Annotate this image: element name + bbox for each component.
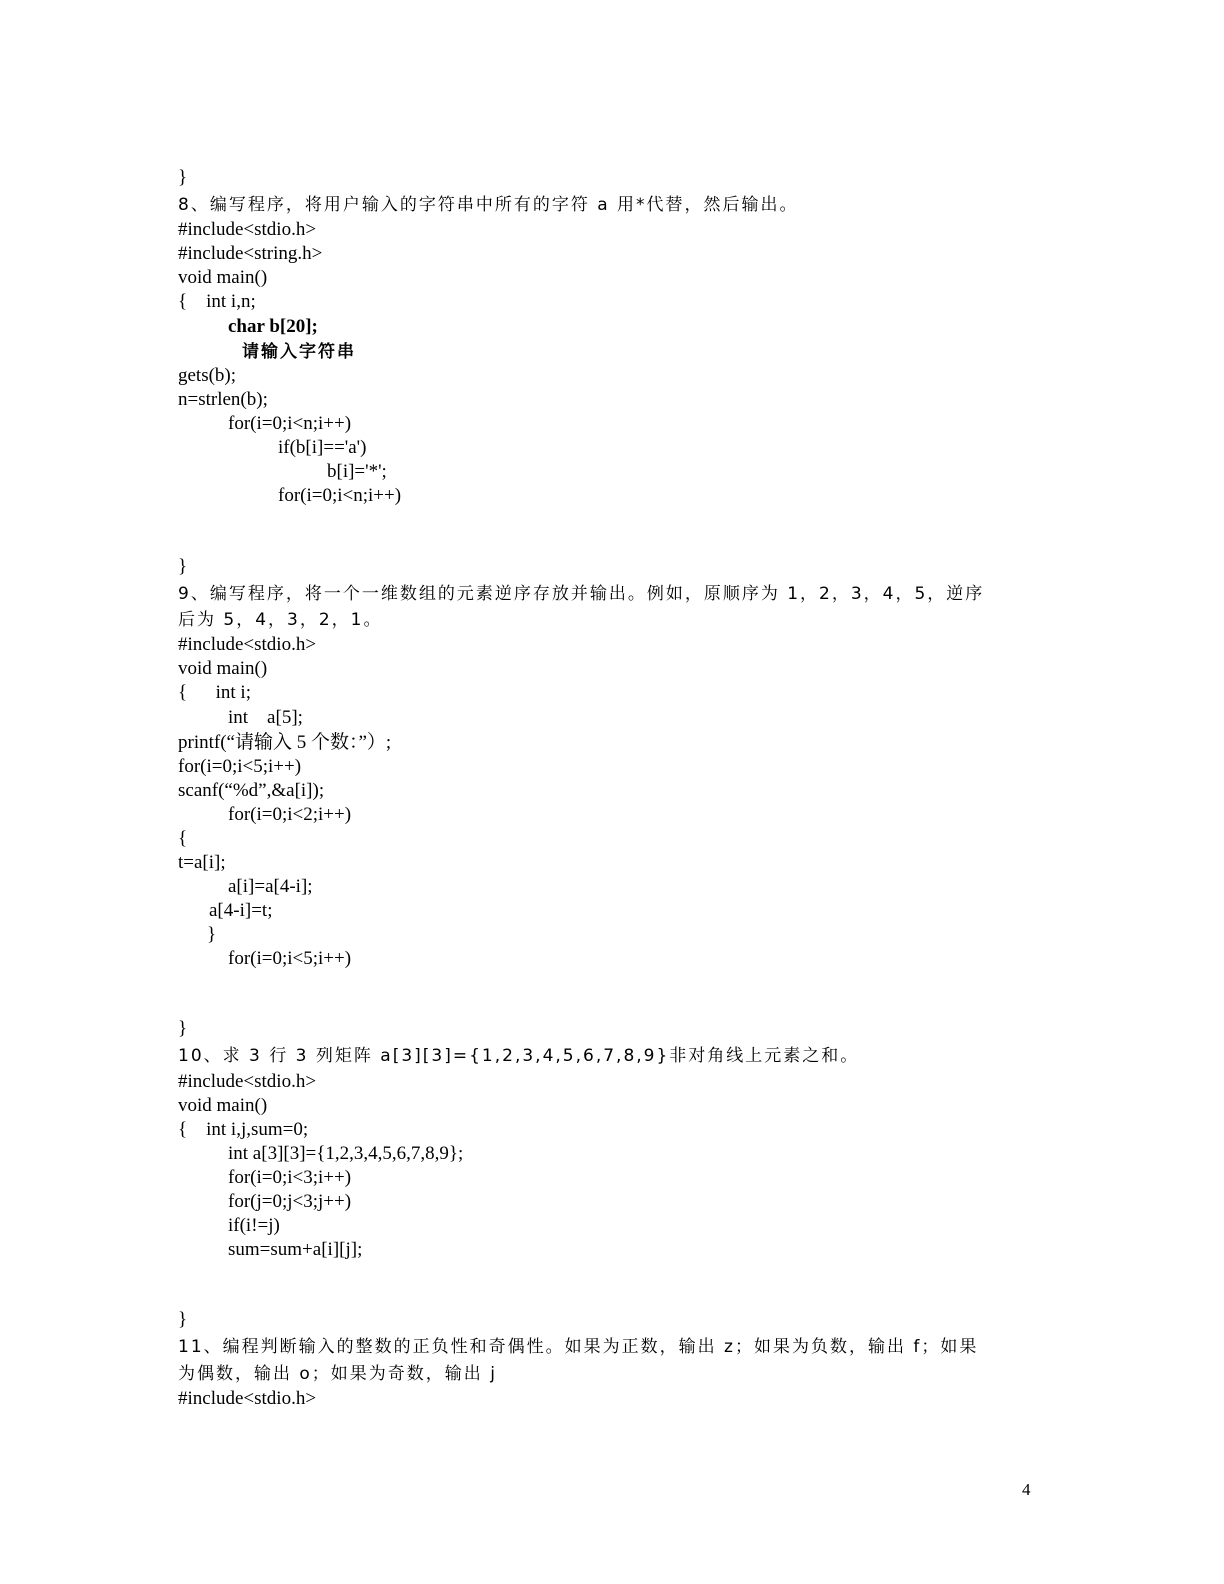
code-line: for(i=0;i<n;i++) — [228, 413, 352, 434]
code-line: #include<stdio.h> — [178, 219, 317, 240]
code-line: n=strlen(b); — [178, 389, 268, 410]
code-line: void main() — [178, 1095, 268, 1116]
code-line: { — [178, 828, 188, 849]
code-line: int a[3][3]={1,2,3,4,5,6,7,8,9}; — [228, 1143, 464, 1164]
code-line: { int i,j,sum=0; — [178, 1119, 309, 1140]
code-line: } — [178, 167, 188, 188]
code-line: } — [178, 1018, 188, 1039]
code-line: #include<stdio.h> — [178, 1388, 317, 1409]
code-line: char b[20]; — [228, 316, 318, 337]
code-line: void main() — [178, 658, 268, 679]
code-line: sum=sum+a[i][j]; — [228, 1239, 363, 1260]
code-line: { int i; — [178, 682, 251, 703]
code-line: } — [178, 1309, 188, 1330]
code-line: int a[5]; — [228, 707, 303, 728]
code-line: a[4-i]=t; — [209, 900, 273, 921]
code-line: for(i=0;i<2;i++) — [228, 804, 352, 825]
code-line: gets(b); — [178, 365, 237, 386]
question-9-title-cont: 后为 5，4，3，2，1。 — [178, 610, 383, 630]
code-line: } — [207, 924, 217, 945]
code-line: scanf(“%d”,&a[i]); — [178, 780, 325, 801]
code-line: for(i=0;i<n;i++) — [278, 485, 402, 506]
code-line: if(b[i]=='a') — [278, 437, 367, 458]
question-9-title: 9、编写程序，将一个一维数组的元素逆序存放并输出。例如，原顺序为 1，2，3，4，5，逆序 — [178, 584, 985, 604]
code-line: b[i]='*'; — [327, 461, 387, 482]
code-line: #include<string.h> — [178, 243, 323, 264]
code-line: for(i=0;i<5;i++) — [178, 756, 302, 777]
question-8-title: 8、编写程序，将用户输入的字符串中所有的字符 a 用*代替，然后输出。 — [178, 195, 799, 215]
code-line: for(i=0;i<5;i++) — [228, 948, 352, 969]
question-10-title: 10、求 3 行 3 列矩阵 a[3][3]={1,2,3,4,5,6,7,8,9}非对角线上元素之和。 — [178, 1046, 860, 1066]
code-line: #include<stdio.h> — [178, 1071, 317, 1092]
code-line: t=a[i]; — [178, 852, 226, 873]
code-line: void main() — [178, 267, 268, 288]
question-11-title: 11、编程判断输入的整数的正负性和奇偶性。如果为正数，输出 z；如果为负数，输出 f；如果 — [178, 1337, 979, 1357]
page-number: 4 — [1022, 1480, 1031, 1499]
code-line: 请输入字符串 — [242, 342, 356, 362]
question-11-title-cont: 为偶数，输出 o；如果为奇数，输出 j — [178, 1364, 497, 1384]
code-line: a[i]=a[4-i]; — [228, 876, 313, 897]
code-line: #include<stdio.h> — [178, 634, 317, 655]
code-line: } — [178, 556, 188, 577]
code-line: printf(“请输入 5 个数：”）; — [178, 732, 392, 753]
code-line: for(i=0;i<3;i++) — [228, 1167, 352, 1188]
code-line: { int i,n; — [178, 291, 256, 312]
code-line: for(j=0;j<3;j++) — [228, 1191, 352, 1212]
code-line: if(i!=j) — [228, 1215, 280, 1236]
